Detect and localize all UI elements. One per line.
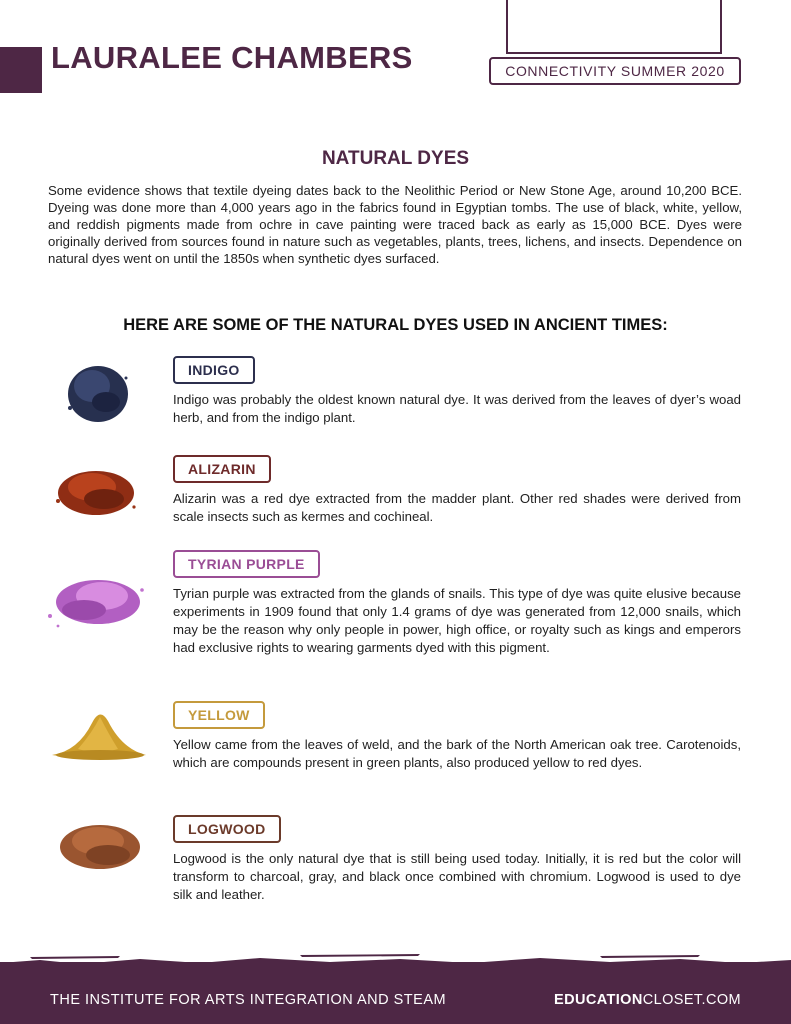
footer-institute-text: THE INSTITUTE FOR ARTS INTEGRATION AND STEAM — [50, 992, 447, 1008]
dye-description-logwood: Logwood is the only natural dye that is still being used today. Initially, it is red but the color will transform to charcoal, gray, and black once combined with chromium. Logwood is used to dye silk and leather. — [173, 851, 741, 902]
program-tag: CONNECTIVITY SUMMER 2020 — [489, 57, 741, 85]
dye-description-yellow: Yellow came from the leaves of weld, and the bark of the North American oak tree. Carotenoids, which are compounds present in green plants, also produced yellow to red dyes. — [173, 737, 741, 770]
header-accent-block — [0, 47, 42, 93]
alizarin-powder-icon — [52, 457, 140, 519]
dye-description-alizarin: Alizarin was a red dye extracted from the madder plant. Other red shades were derived from scale insects such as kermes and cochineal. — [173, 491, 741, 524]
dye-description-indigo: Indigo was probably the oldest known natural dye. It was derived from the leaves of dyer’s woad herb, and from the indigo plant. — [173, 392, 741, 425]
dye-label-logwood: LOGWOOD — [173, 815, 281, 843]
dye-description-tyrian-purple: Tyrian purple was extracted from the glands of snails. This type of dye was quite elusive because experiments in 1909 found that only 1.4 grams of dye was generated from 12,000 snails, which may be the reason why only people in power, high office, or royalty such as kings and emperors had exclusive rights to wearing garments dyed with this pigment. — [173, 586, 741, 655]
logwood-powder-icon — [54, 815, 148, 873]
footer-site-rest: CLOSET.COM — [642, 992, 741, 1008]
dye-label-indigo: INDIGO — [173, 356, 255, 384]
dye-label-alizarin: ALIZARIN — [173, 455, 271, 483]
intro-paragraph: Some evidence shows that textile dyeing dates back to the Neolithic Period or New Stone Age, around 10,200 BCE. Dyeing was done more than 4,000 years ago in the fabrics found in Egyptian tombs. The use of black, white, yellow, and reddish pigments made from ochre in cave painting were traced back as early as 15,000 BCE. Dyes were originally derived from sources found in nature such as vegetables, plants, trees, lichens, and insects. Dependence on natural dyes went on until the 1850s when synthetic dyes surfaced. — [48, 183, 742, 266]
indigo-powder-icon — [62, 358, 134, 424]
tyrian-purple-powder-icon — [44, 568, 148, 634]
dye-list-heading: HERE ARE SOME OF THE NATURAL DYES USED IN ANCIENT TIMES: — [123, 316, 668, 334]
footer-site-bold: EDUCATION — [554, 992, 643, 1008]
yellow-powder-icon — [48, 703, 150, 763]
footer-site-link[interactable] — [554, 992, 741, 1008]
page-title: NATURAL DYES — [321, 148, 470, 169]
dye-label-tyrian-purple: TYRIAN PURPLE — [173, 550, 320, 578]
dye-label-yellow: YELLOW — [173, 701, 265, 729]
tag-hanger-frame — [506, 0, 722, 54]
author-name: LAURALEE CHAMBERS — [51, 40, 413, 75]
